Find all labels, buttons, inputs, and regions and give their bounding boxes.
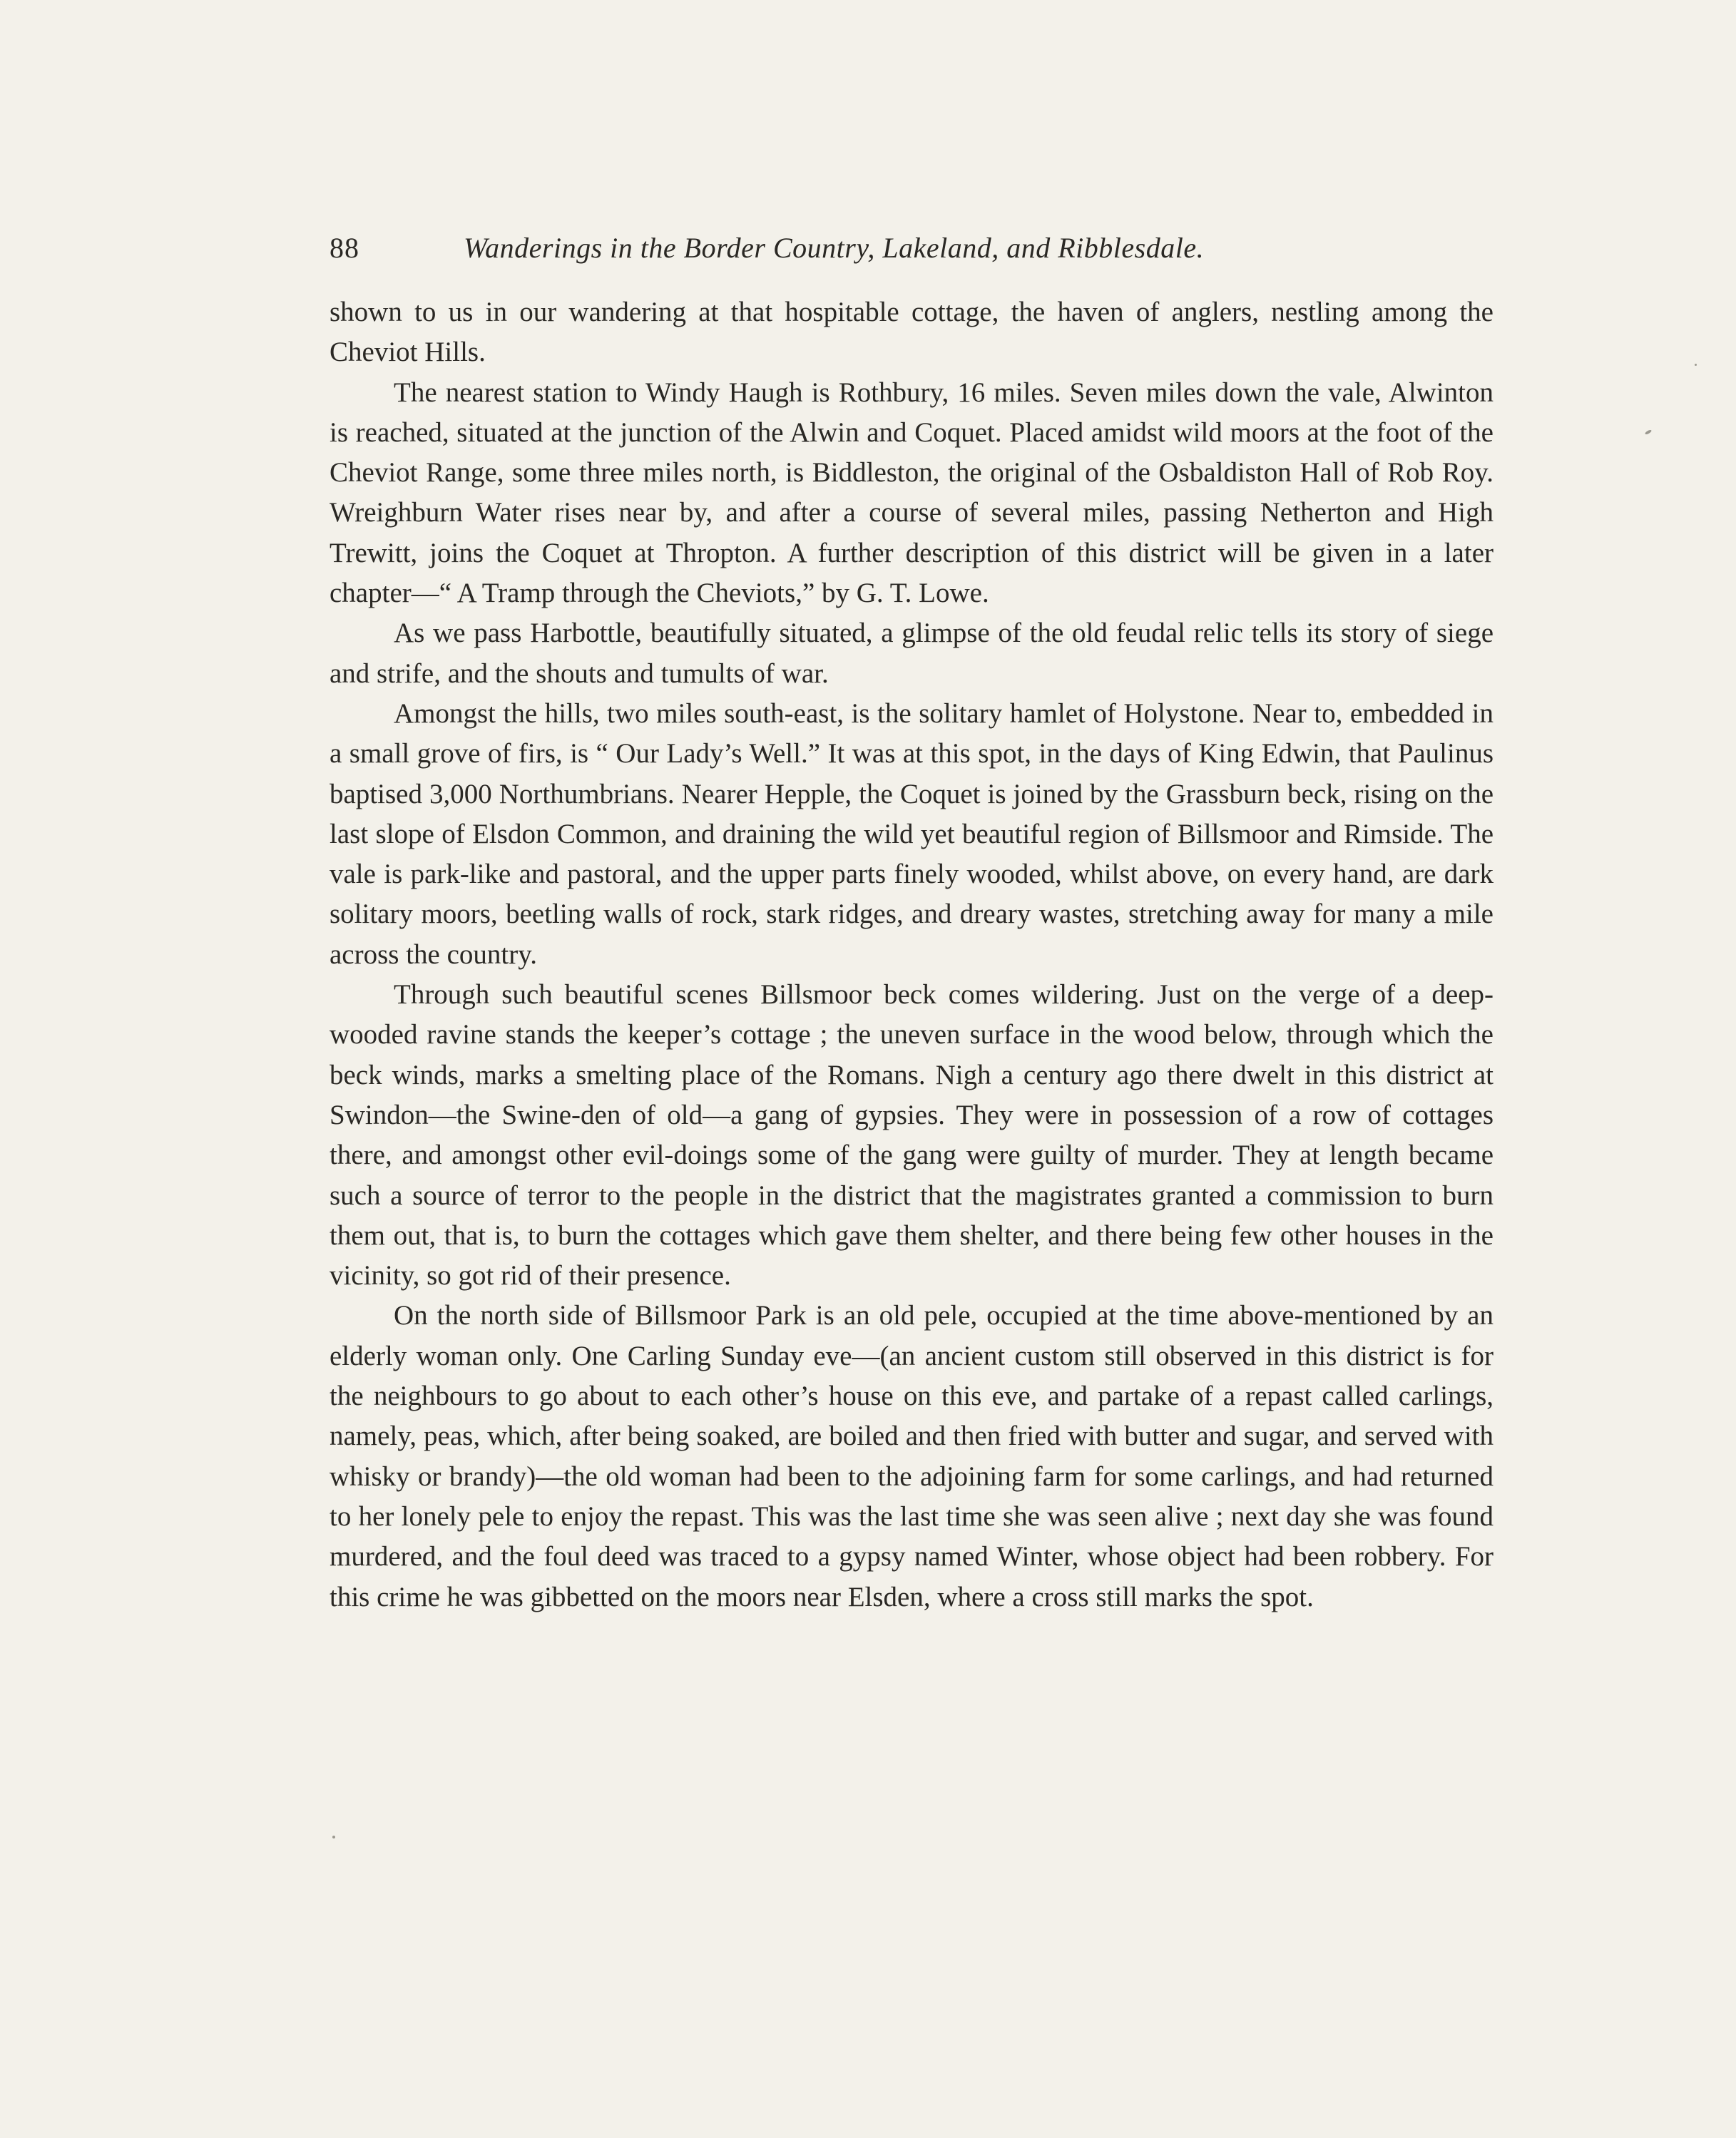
paper-speck	[1695, 364, 1697, 366]
paper-speck	[1645, 429, 1653, 435]
body-text	[330, 292, 1494, 1617]
running-title: Wanderings in the Border Country, Lakeland, and Ribblesdale.	[464, 232, 1205, 264]
running-head	[330, 227, 1349, 270]
paragraph-holystone: Amongst the hills, two miles south-east, is the solitary hamlet of Holystone. Near to, embedded in a small grove of firs, is “ Our Lady’s Well.” It was at this spot, in the days of King Edwin, that Paulinus baptised 3,000 Northumbrians. Nearer Hepple, the Coquet is joined by the Grassburn beck, rising on the last slope of Elsdon Common, and draining the wild yet beautiful region of Billsmoor and Rimside. The vale is park-like and pastoral, and the upper parts finely wooded, whilst above, on every hand, are dark solitary moors, beetling walls of rock, stark ridges, and dreary wastes, stretching away for many a mile across the country.	[330, 697, 1494, 970]
paragraph-rothbury: The nearest station to Windy Haugh is Rothbury, 16 miles. Seven miles down the vale, Alwinton is reached, situated at the junction of the Alwin and Coquet. Placed amidst wild moors at the foot of the Cheviot Range, some three miles north, is Biddleston, the original of the Osbaldiston Hall of Rob Roy. Wreighburn Water rises near by, and after a course of several miles, passing Netherton and High Trewitt, joins the Coquet at Thropton. A further description of this district will be given in a later chapter—“ A Tramp through the Cheviots,” by G. T. Lowe.	[330, 377, 1494, 609]
paper-speck	[332, 1836, 335, 1838]
paragraph-continuation: shown to us in our wandering at that hospitable cottage, the haven of anglers, nestling among the Cheviot Hills.	[330, 297, 1494, 368]
paragraph-billsmoor-park: On the north side of Billsmoor Park is an old pele, occupied at the time above-mentioned by an elderly woman only. One Carling Sunday eve—(an ancient custom still observed in this district is for the neighbours to go about to each other’s house on this eve, and partake of a repast called carlings, namely, peas, which, after being soaked, are boiled and then fried with butter and sugar, and served with whisky or brandy)—the old woman had been to the adjoining farm for some carlings, and had returned to her lonely pele to enjoy the repast. This was the last time she was seen alive ; next day she was found murdered, and the foul deed was traced to a gypsy named Winter, whose object had been robbery. For this crime he was gibbetted on the moors near Elsden, where a cross still marks the spot.	[330, 1300, 1494, 1612]
paragraph-harbottle: As we pass Harbottle, beautifully situated, a glimpse of the old feudal relic tells its story of siege and strife, and the shouts and tumults of war.	[330, 618, 1494, 689]
paragraph-billsmoor-beck: Through such beautiful scenes Billsmoor beck comes wildering. Just on the verge of a deep-wooded ravine stands the keeper’s cottage ; the uneven surface in the wood below, through which the beck winds, marks a smelting place of the Romans. Nigh a century ago there dwelt in this district at Swindon—the Swine-den of old—a gang of gypsies. They were in possession of a row of cottages there, and amongst other evil-doings some of the gang were guilty of murder. They at length became such a source of terror to the people in the district that the magistrates granted a commission to burn them out, that is, to burn the cottages which gave them shelter, and there being few other houses in the vicinity, so got rid of their presence.	[330, 979, 1494, 1292]
page-number: 88	[330, 232, 359, 264]
